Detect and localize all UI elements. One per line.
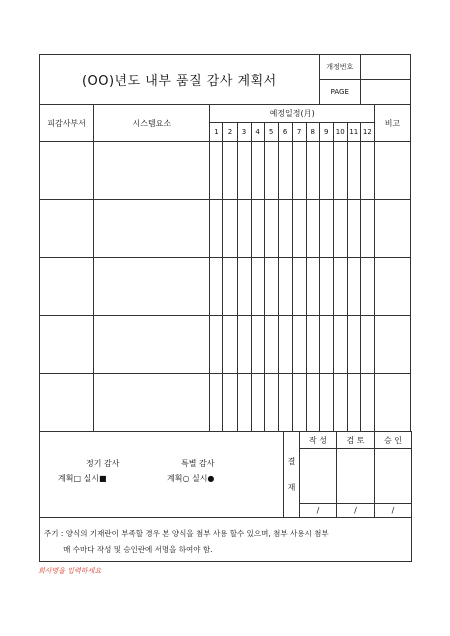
element-cell[interactable] [94,316,210,374]
month-cell[interactable] [278,142,292,200]
month-7: 7 [292,123,306,142]
audit-plan-table [39,54,411,432]
special-audit-label: 특별 감사 [181,459,215,469]
month-cell[interactable] [306,258,319,316]
notes-text: 주기 : 양식의 기재란이 부족할 경우 본 양식을 첨부 사용 할수 있으며, 첨부 사용시 첨부 매 수마다 작성 및 승인란에 서명을 하여야 함. [44,529,329,555]
month-cell[interactable] [347,316,360,374]
table-row [40,258,411,316]
month-cell[interactable] [333,142,347,200]
dept-header: 피감사부서 [40,105,94,142]
month-cell[interactable] [292,374,306,432]
month-cell[interactable] [319,258,333,316]
company-name-hint[interactable]: 회사명을 입력하세요 [38,567,102,575]
month-cell[interactable] [237,374,251,432]
month-cell[interactable] [264,374,278,432]
month-cell[interactable] [306,374,319,432]
month-cell[interactable] [223,316,237,374]
month-cell[interactable] [237,316,251,374]
month-cell[interactable] [223,258,237,316]
month-cell[interactable] [210,258,223,316]
month-cell[interactable] [292,258,306,316]
month-cell[interactable] [237,142,251,200]
remarks-cell[interactable] [374,200,410,258]
element-cell[interactable] [94,142,210,200]
approval-table [39,431,412,562]
month-cell[interactable] [237,200,251,258]
approval-side-label [284,432,300,518]
month-9: 9 [319,123,333,142]
month-1: 1 [210,123,223,142]
date-author[interactable]: / [300,504,337,518]
date-reviewer[interactable]: / [337,504,375,518]
month-cell[interactable] [278,374,292,432]
month-cell[interactable] [306,142,319,200]
month-cell[interactable] [347,200,360,258]
approval-head-author: 작 성 [300,432,337,449]
month-cell[interactable] [360,316,374,374]
revision-label: 개정번호 [319,55,360,80]
table-row [40,316,411,374]
schedule-header: 예정일정(月) [210,105,374,123]
month-cell[interactable] [319,316,333,374]
regular-audit-legend: 계획□ 실시■ [58,474,107,484]
month-5: 5 [264,123,278,142]
element-cell[interactable] [94,200,210,258]
month-cell[interactable] [319,200,333,258]
month-cell[interactable] [333,316,347,374]
month-cell[interactable] [237,258,251,316]
page-title: (OO)년도 내부 품질 감사 계획서 [40,55,320,105]
month-12: 12 [360,123,374,142]
sign-author[interactable] [300,449,337,504]
element-cell[interactable] [94,374,210,432]
month-cell[interactable] [333,258,347,316]
month-3: 3 [237,123,251,142]
month-cell[interactable] [278,200,292,258]
approval-head-approver: 승 인 [375,432,412,449]
month-cell[interactable] [264,200,278,258]
month-4: 4 [251,123,264,142]
remarks-cell[interactable] [374,142,410,200]
page-label: PAGE [319,80,360,105]
month-cell[interactable] [264,258,278,316]
remarks-cell[interactable] [374,316,410,374]
audit-plan-form [39,54,411,559]
month-cell[interactable] [360,142,374,200]
approval-side-top: 결 [287,456,296,466]
notes [40,518,412,562]
remarks-cell[interactable] [374,258,410,316]
month-cell[interactable] [292,200,306,258]
month-cell[interactable] [223,142,237,200]
month-cell[interactable] [264,142,278,200]
month-cell[interactable] [251,200,264,258]
approval-side-bottom: 재 [287,482,296,492]
month-cell[interactable] [210,200,223,258]
dept-cell[interactable] [40,374,94,432]
dept-cell[interactable] [40,258,94,316]
table-row [40,142,411,200]
month-cell[interactable] [251,142,264,200]
month-cell[interactable] [292,142,306,200]
month-cell[interactable] [264,316,278,374]
element-header: 시스템요소 [94,105,210,142]
month-cell[interactable] [347,374,360,432]
month-cell[interactable] [223,200,237,258]
month-11: 11 [347,123,360,142]
remarks-cell[interactable] [374,374,410,432]
approval-head-reviewer: 검 토 [337,432,375,449]
revision-value[interactable] [360,55,410,80]
month-cell[interactable] [278,258,292,316]
month-cell[interactable] [292,316,306,374]
month-cell[interactable] [319,142,333,200]
month-cell[interactable] [251,258,264,316]
month-cell[interactable] [360,374,374,432]
month-cell[interactable] [306,316,319,374]
month-cell[interactable] [251,374,264,432]
month-cell[interactable] [210,316,223,374]
month-6: 6 [278,123,292,142]
sign-approver[interactable] [375,449,412,504]
month-cell[interactable] [251,316,264,374]
page-value[interactable] [360,80,410,105]
dept-cell[interactable] [40,316,94,374]
remarks-header: 비고 [374,105,410,142]
month-cell[interactable] [333,200,347,258]
element-cell[interactable] [94,258,210,316]
month-cell[interactable] [223,374,237,432]
sign-reviewer[interactable] [337,449,375,504]
audit-type-box [40,432,284,518]
dept-cell[interactable] [40,200,94,258]
month-2: 2 [223,123,237,142]
month-cell[interactable] [360,258,374,316]
month-cell[interactable] [210,374,223,432]
dept-cell[interactable] [40,142,94,200]
month-cell[interactable] [347,258,360,316]
month-cell[interactable] [210,142,223,200]
special-audit-legend: 계획○ 실시● [167,474,215,484]
month-cell[interactable] [360,200,374,258]
month-cell[interactable] [306,200,319,258]
month-cell[interactable] [278,316,292,374]
table-row [40,374,411,432]
month-cell[interactable] [347,142,360,200]
month-10: 10 [333,123,347,142]
month-cell[interactable] [333,374,347,432]
date-approver[interactable]: / [375,504,412,518]
month-cell[interactable] [319,374,333,432]
month-8: 8 [306,123,319,142]
regular-audit-label: 정기 감사 [86,459,120,469]
table-row [40,200,411,258]
